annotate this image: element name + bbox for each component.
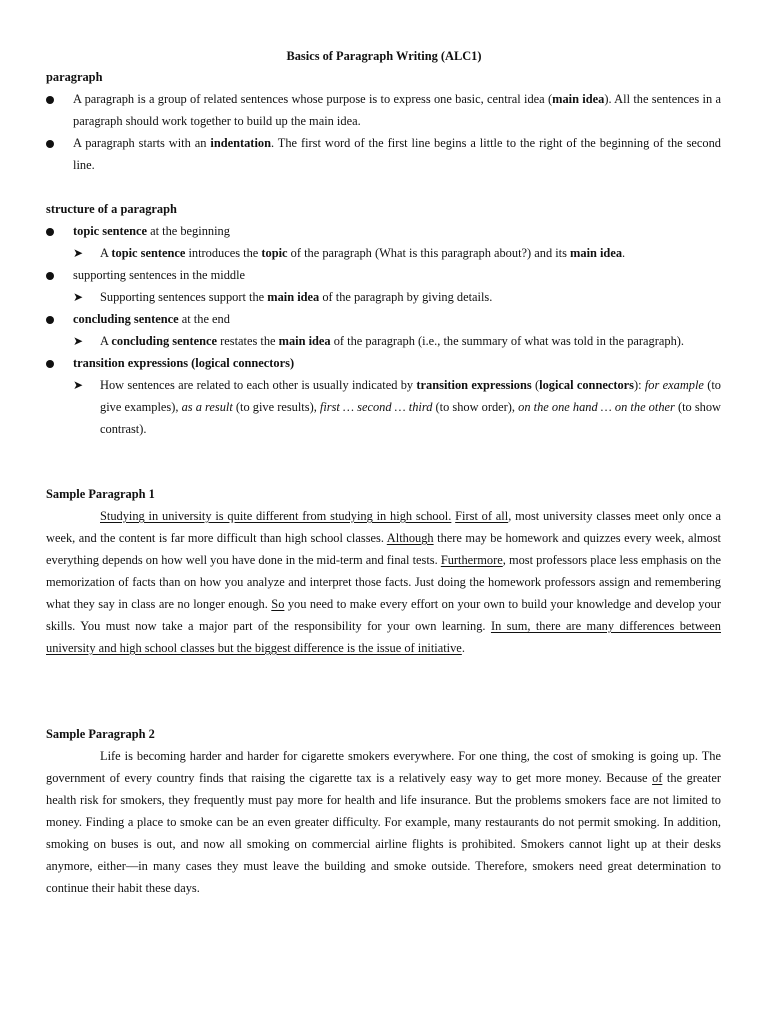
bullet-dot-icon — [46, 140, 54, 148]
document-title: Basics of Paragraph Writing (ALC1) — [286, 49, 482, 63]
sub-bullet-bold-term: main idea — [278, 334, 331, 348]
sub-bullet-item — [46, 286, 721, 308]
bullet-dot-icon — [46, 360, 54, 368]
paragraph-text: , most university classes meet only once a week, and the content is far more difficult than high school classes. — [46, 509, 721, 545]
sample-paragraph-1-heading: Sample Paragraph 1 — [46, 487, 155, 501]
bullet-text: . The first word of the first line begins a little to the right of the beginning of the second line. — [73, 136, 721, 172]
paragraph-text: , most professors place less emphasis on the memorization of facts than on how you analyze and interpret those facts. Just doing the homework professors assign and remembering what they say in class are no longer enough. — [46, 553, 721, 611]
sub-bullet-bold-term: main idea — [570, 246, 623, 260]
example-connector: first … second … third — [319, 400, 433, 414]
sub-bullet-text: A — [100, 334, 112, 348]
bullet-bold-term: indentation — [210, 136, 271, 150]
sample-paragraph-1-body — [46, 505, 721, 659]
topic-sentence: Studying in university is quite different from studying in high school. — [100, 509, 452, 523]
bullet-item-supporting — [46, 264, 721, 286]
sub-bullet-text: of the paragraph (What is this paragraph about?) and its — [287, 246, 571, 260]
paragraph-text: the greater health risk for smokers, they frequently must pay more for health and life insurance. But the problems smokers face are not limited to money. Finding a place to smoke can be an even greater difficulty. For example, many restaurants do not permit smoking. In addition, smoking on buses is out, and now all smoking on commercial airline flights is prohibited. Smokers cannot light up at their desks anymore, either—in many cases they must leave the building and smoke outside. Therefore, smokers need great determination to continue their habit these days. — [46, 771, 721, 895]
underlined-word: of — [652, 771, 663, 785]
section-heading-structure: structure of a paragraph — [46, 202, 177, 216]
sub-bullet-text: . — [622, 246, 626, 260]
bullet-text: at the end — [178, 312, 230, 326]
sub-bullet-text: of the paragraph (i.e., the summary of what was told in the paragraph). — [330, 334, 684, 348]
sub-bullet-text: introduces the — [185, 246, 262, 260]
bullet-dot-icon — [46, 96, 54, 104]
bullet-item-transition — [46, 352, 721, 374]
paragraph-text: there may be homework and quizzes every week, almost everything depends on how well you have done in the mid-term and final tests. — [46, 531, 721, 567]
sub-bullet-text: of the paragraph by giving details. — [319, 290, 493, 304]
sub-bullet-text: (to give examples), — [100, 378, 721, 414]
bullet-bold-term: topic sentence — [73, 224, 147, 238]
sub-bullet-text: How sentences are related to each other is usually indicated by — [100, 378, 417, 392]
sub-bullet-text: (to show order), — [432, 400, 519, 414]
sub-bullet-text: restates the — [217, 334, 279, 348]
bullet-text: A paragraph is a group of related sentences whose purpose is to express one basic, central idea ( — [73, 92, 553, 106]
bullet-text: at the beginning — [146, 224, 230, 238]
paragraph-text: Life is becoming harder and harder for cigarette smokers everywhere. For one thing, the cost of smoking is going up. The government of every country finds that raising the cigarette tax is a relatively easy way to get more money. Because — [46, 749, 721, 785]
arrow-bullet-icon: ➤ — [73, 378, 84, 392]
paragraph-definition-list — [46, 88, 721, 176]
sub-bullet-text: Supporting sentences support the — [100, 290, 268, 304]
sub-bullet-text: (to give results), — [232, 400, 320, 414]
section-heading-paragraph: paragraph — [46, 70, 103, 84]
sub-bullet-bold-term: main idea — [267, 290, 320, 304]
bullet-bold-term: concluding sentence — [73, 312, 179, 326]
bullet-dot-icon — [46, 316, 54, 324]
transition-word: So — [271, 597, 285, 611]
paragraph-text: . — [461, 641, 465, 655]
sub-bullet-bold-term: logical connectors — [539, 378, 634, 392]
sub-bullet-bold-term: topic sentence — [111, 246, 186, 260]
example-connector: for example — [644, 378, 704, 392]
sub-bullet-text: (to show contrast). — [100, 400, 721, 436]
transition-word: First of all — [455, 509, 509, 523]
arrow-bullet-icon: ➤ — [73, 246, 84, 260]
bullet-text: A paragraph starts with an — [73, 136, 211, 150]
example-connector: on the one hand … on the other — [518, 400, 675, 414]
concluding-sentence: In sum, there are many differences between university and high school classes but the biggest difference is the issue of initiative — [46, 619, 721, 655]
bullet-bold-term: transition expressions (logical connectors) — [73, 356, 295, 370]
sub-bullet-item — [46, 330, 721, 352]
bullet-text: supporting sentences in the middle — [73, 268, 246, 282]
sub-bullet-text: ( — [531, 378, 540, 392]
sub-bullet-text: A — [100, 246, 112, 260]
arrow-bullet-icon: ➤ — [73, 334, 84, 348]
sub-bullet-bold-term: transition expressions — [416, 378, 532, 392]
transition-word: Furthermore — [440, 553, 503, 567]
paragraph-text: you need to make every effort on your own to build your knowledge and develop your skills. You must now take a major part of the responsibility for your own learning. — [46, 597, 722, 633]
sub-bullet-item — [46, 374, 721, 440]
bullet-item — [46, 88, 721, 132]
sample-paragraph-2-body — [46, 745, 721, 899]
sample-paragraph-2-heading: Sample Paragraph 2 — [46, 727, 155, 741]
bullet-item — [46, 132, 721, 176]
structure-list — [46, 220, 721, 440]
bullet-item-concluding — [46, 308, 721, 330]
sub-bullet-text: ): — [633, 378, 645, 392]
bullet-dot-icon — [46, 272, 54, 280]
transition-word: Although — [386, 531, 434, 545]
example-connector: as a result — [181, 400, 233, 414]
sub-bullet-bold-term: concluding sentence — [111, 334, 218, 348]
sub-bullet-item — [46, 242, 721, 264]
arrow-bullet-icon: ➤ — [73, 290, 84, 304]
bullet-dot-icon — [46, 228, 54, 236]
sub-bullet-bold-term: topic — [261, 246, 288, 260]
bullet-item-topic — [46, 220, 721, 242]
bullet-bold-term: main idea — [552, 92, 605, 106]
bullet-text: ). All the sentences in a paragraph should work together to build up the main idea. — [73, 92, 722, 128]
